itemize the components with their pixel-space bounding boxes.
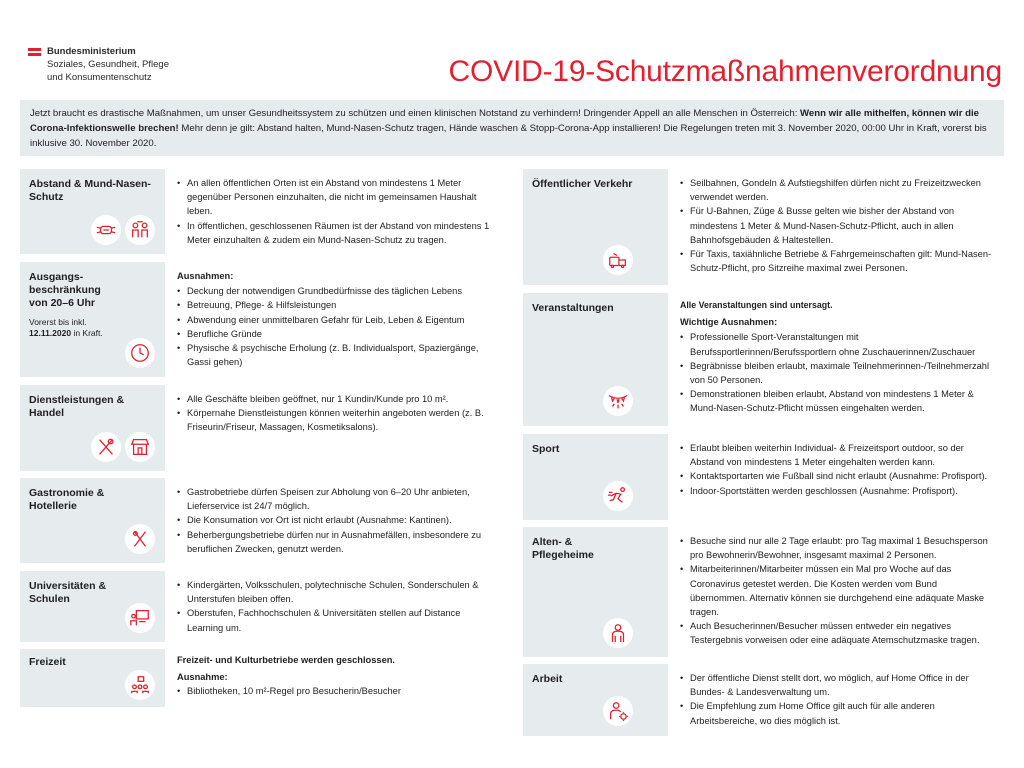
card-body [664, 527, 1004, 657]
card-veranstaltungen [523, 293, 1004, 426]
worker-icon [603, 696, 633, 726]
list-item: • Der öffentliche Dienst stellt dort, wo möglich, auf Home Office in der Bundes- & Landesverwaltung um. [680, 671, 996, 699]
intro-text-2: Mehr denn je gilt: Abstand halten, Mund-Nasen-Schutz tragen, Hände waschen & Stopp-Corona-App installieren! Die Regelungen treten mit 3. November 2020, 00:00 Uhr in Kraft, vorerst bis inklusive 30. November 2020. [30, 123, 987, 149]
card-body [161, 478, 501, 563]
card-note [29, 317, 109, 339]
list-item: • Körpernahe Dienstleistungen können weiterhin angeboten werden (z. B. Friseurin/Friseur, Massagen, Kosmetiksalons). [177, 406, 493, 434]
card-body [161, 571, 501, 642]
sport-icon [603, 481, 633, 511]
intro-banner [20, 100, 1004, 156]
card-body [161, 649, 501, 707]
card-title: Freizeit [29, 656, 66, 668]
list-item: • Gastrobetriebe dürfen Speisen zur Abholung von 6–20 Uhr anbieten, Lieferservice ist 24/7 möglich. [177, 485, 493, 513]
list-item: • Berufliche Gründe [177, 327, 493, 341]
list-item: • Begräbnisse bleiben erlaubt, maximale Teilnehmerinnen-/Teilnehmerzahl von 50 Personen. [680, 359, 996, 387]
card-verkehr [523, 169, 1004, 285]
event-icon [603, 386, 633, 416]
card-title: Arbeit [532, 673, 563, 685]
card-body [161, 169, 501, 254]
card-schulen [20, 571, 501, 642]
card-arbeit [523, 664, 1004, 736]
card-body [664, 293, 1004, 426]
list-item: • Bibliotheken, 10 m²-Regel pro Besucherin/Besucher [177, 684, 493, 698]
list-item: • Die Konsumation vor Ort ist nicht erlaubt (Ausnahme: Kantinen). [177, 513, 493, 527]
ministry-name-line1: Bundesministerium [47, 46, 136, 57]
list-item: • Beherbergungsbetriebe dürfen nur in Ausnahmefällen, insbesondere zu beruflichen Zwecken, genutzt werden. [177, 528, 493, 556]
list-item: • Oberstufen, Fachhochschulen & Universitäten stellen auf Distance Learning um. [177, 606, 493, 634]
shop-icon [125, 432, 155, 462]
list-item: • Betreuung, Pflege- & Hilfsleistungen [177, 298, 493, 312]
card-title: Ausgangs-beschränkung von 20–6 Uhr [29, 271, 101, 309]
list-item: • Alle Geschäfte bleiben geöffnet, nur 1 Kundin/Kunde pro 10 m². [177, 392, 493, 406]
list-item: • Mitarbeiterinnen/Mitarbeiter müssen ein Mal pro Woche auf das Coronavirus getestet werden. Die Kosten werden vom Bund übernommen. Alternativ können sie durchgehend eine adäquate Maske tragen. [680, 562, 996, 619]
list-heading: Wichtige Ausnahmen: [680, 317, 778, 328]
clock-icon [125, 338, 155, 368]
ministry-name-line3: und Konsumentenschutz [47, 72, 152, 83]
card-title: Veranstaltungen [532, 302, 614, 314]
card-gastronomie [20, 478, 501, 563]
card-sport [523, 434, 1004, 520]
list-item: • Für U-Bahnen, Züge & Busse gelten wie bisher der Abstand von mindestens 1 Meter & Mund-Nasen-Schutz-Pflicht, auch in allen Bahnhofsgebäuden & Haltestellen. [680, 204, 996, 247]
list-item: • Physische & psychische Erholung (z. B. Individualsport, Spaziergänge, Gassi gehen) [177, 341, 493, 369]
card-body [664, 664, 1004, 736]
card-title: Alten- & Pflegeheime [532, 536, 594, 561]
card-title: Abstand & Mund-Nasen-Schutz [29, 178, 151, 203]
austria-flag-icon [28, 48, 41, 56]
list-item: • Seilbahnen, Gondeln & Aufstiegshilfen dürfen nicht zu Freizeitzwecken verwendet werden. [680, 176, 996, 204]
list-item: • Erlaubt bleiben weiterhin Individual- & Freizeitsport outdoor, so der Abstand von mindestens 1 Meter eingehalten werden kann. [680, 441, 996, 469]
list-item: • In öffentlichen, geschlossenen Räumen ist der Abstand von mindestens 1 Meter einzuhalten & zudem ein Mund-Nasen-Schutz zu tragen. [177, 219, 493, 247]
lead-text: Freizeit- und Kulturbetriebe werden geschlossen. [177, 655, 396, 665]
list-item: • Demonstrationen bleiben erlaubt, Abstand von mindestens 1 Meter & Mund-Nasen-Schutz-Pflicht müssen eingehalten werden. [680, 387, 996, 415]
classroom-icon [125, 603, 155, 633]
card-title: Universitäten & Schulen [29, 580, 107, 605]
card-body [161, 262, 501, 377]
intro-bold: Wenn wir alle mithelfen, können wir die Corona-Infektionswelle brechen! [30, 108, 979, 134]
card-abstand [20, 169, 501, 254]
card-body [664, 434, 1004, 520]
distance-people-icon [125, 215, 155, 245]
list-item: • An allen öffentlichen Orten ist ein Abstand von mindestens 1 Meter gegenüber Personen einzuhalten, die nicht im gemeinsamen Haushalt leben. [177, 176, 493, 219]
list-item: • Abwendung einer unmittelbaren Gefahr für Leib, Leben & Eigentum [177, 313, 493, 327]
list-heading: Ausnahmen: [177, 271, 234, 281]
card-freizeit [20, 649, 501, 707]
card-title: Dienstleistungen & Handel [29, 394, 125, 419]
page-title: COVID-19-Schutzmaßnahmenverordnung [448, 55, 1002, 88]
lead-text: Alle Veranstaltungen sind untersagt. [680, 300, 833, 310]
list-item: • Indoor-Sportstätten werden geschlossen (Ausnahme: Profisport). [680, 484, 996, 498]
note-post: in Kraft. [73, 328, 103, 338]
note-date: 12.11.2020 [29, 328, 72, 338]
card-body [664, 169, 1004, 285]
list-item: • Die Empfehlung zum Home Office gilt auch für alle anderen Arbeitsbereiche, wo dies möglich ist. [680, 699, 996, 727]
card-title: Öffentlicher Verkehr [532, 178, 633, 190]
elderly-icon [603, 618, 633, 648]
card-dienstleistungen [20, 385, 501, 471]
note-pre: Vorerst bis inkl. [29, 317, 87, 327]
intro-text-1: Jetzt braucht es drastische Maßnahmen, um unser Gesundheitssystem zu schützen und einen klinischen Notstand zu verhindern! Dringender Appell an alle Menschen in Österreich: [30, 108, 801, 119]
card-body [161, 385, 501, 471]
list-item: • Deckung der notwendigen Grundbedürfnisse des täglichen Lebens [177, 284, 493, 298]
transport-icon [603, 245, 633, 275]
list-item: • Kontaktsportarten wie Fußball sind nicht erlaubt (Ausnahme: Profisport). [680, 469, 996, 483]
restaurant-icon [125, 524, 155, 554]
card-pflegeheime [523, 527, 1004, 657]
list-item: • Professionelle Sport-Veranstaltungen mit Berufssportlerinnen/Berufssportlern ohne Zuschauerinnen/Zuschauer [680, 330, 996, 358]
leisure-icon [125, 670, 155, 700]
card-ausgang [20, 262, 501, 377]
list-item: • Besuche sind nur alle 2 Tage erlaubt: pro Tag maximal 1 Besuchsperson pro Bewohnerin/Bewohner, insgesamt maximal 2 Personen. [680, 534, 996, 562]
list-item: • Kindergärten, Volksschulen, polytechnische Schulen, Sonderschulen & Unterstufen bleiben offen. [177, 578, 493, 606]
list-heading: Ausnahme: [177, 672, 228, 683]
cutlery-icon [91, 432, 121, 462]
list-item: • Für Taxis, taxiähnliche Betriebe & Fahrgemeinschaften gilt: Mund-Nasen-Schutz-Pflicht, pro Sitzreihe maximal zwei Personen. [680, 247, 996, 275]
list-item: • Auch Besucherinnen/Besucher müssen entweder ein negatives Testergebnis vorweisen oder eine adäquate Atemschutzmaske tragen. [680, 619, 996, 647]
card-title: Sport [532, 443, 560, 455]
ministry-name-line2: Soziales, Gesundheit, Pflege [47, 59, 169, 70]
card-title: Gastronomie & Hotellerie [29, 487, 105, 512]
mask-icon [91, 215, 121, 245]
